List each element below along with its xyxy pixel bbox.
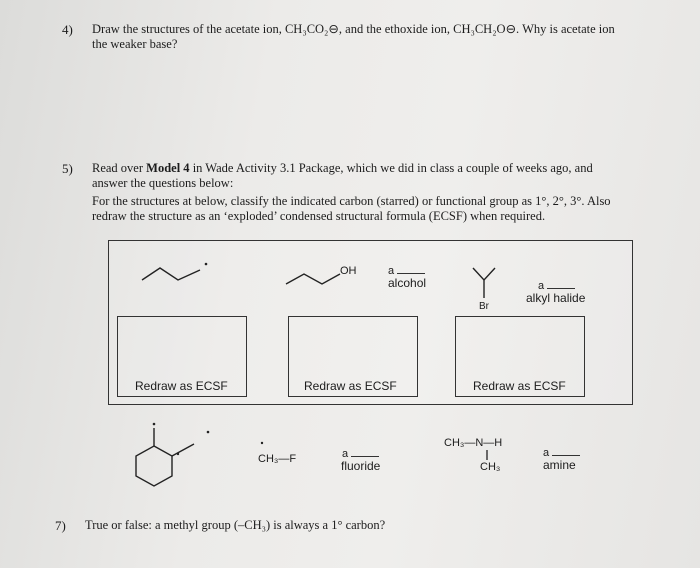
amine-word: amine (543, 458, 576, 472)
amine-bottom-formula: CH₃ (480, 461, 501, 473)
model-4-bold: Model 4 (146, 161, 190, 175)
q4-text (92, 22, 652, 52)
q5-line1: Read over Model 4 in Wade Activity 3.1 Package, which we did in class a couple of weeks ago, and (92, 161, 593, 175)
redraw-label-2: Redraw as ECSF (304, 379, 397, 393)
br-label: Br (479, 301, 489, 312)
bromopropane-structure (470, 266, 500, 306)
q7-number: 7) (55, 518, 66, 533)
amine-blank[interactable] (552, 446, 580, 456)
alcohol-word: alcohol (388, 276, 427, 290)
q5-line3: For the structures at below, classify the indicated carbon (starred) or functional group as 1°, 2°, 3°. Also (92, 194, 611, 208)
oh-label: OH (340, 265, 357, 277)
redraw-label-3: Redraw as ECSF (473, 379, 566, 393)
q5-text (92, 161, 652, 224)
fluoride-a: a (342, 448, 349, 460)
q5-line4: redraw the structure as an ‘exploded’ condensed structural formula (ECSF) when required. (92, 209, 546, 223)
amine-top-formula: CH₃—N—H (444, 437, 503, 449)
halide-blank[interactable] (547, 279, 575, 289)
fluoride-word: fluoride (341, 459, 381, 473)
q4-line2: the weaker base? (92, 37, 178, 51)
fluoride-blank[interactable] (351, 447, 379, 457)
propane-structure (138, 258, 218, 288)
q5-line2: answer the questions below: (92, 176, 234, 190)
alcohol-a: a (388, 265, 395, 277)
methylcyclohexane-structure (128, 420, 218, 490)
alcohol-blank[interactable] (397, 264, 425, 274)
amine-bond (484, 449, 490, 461)
ch3f-formula: CH₃—F (258, 453, 297, 465)
amine-a: a (543, 447, 550, 459)
q5-number: 5) (62, 161, 73, 176)
ch3f-star (259, 440, 265, 446)
halide-a: a (538, 280, 545, 292)
q4-number: 4) (62, 22, 73, 37)
redraw-label-1: Redraw as ECSF (135, 379, 228, 393)
q4-line1: Draw the structures of the acetate ion, CH₃CO₂⊖, and the ethoxide ion, CH₃CH₂O⊖. Why is acetate ion (92, 22, 615, 36)
halide-word: alkyl halide (526, 291, 586, 305)
q7-text: True or false: a methyl group (–CH₃) is always a 1° carbon? (85, 518, 386, 532)
